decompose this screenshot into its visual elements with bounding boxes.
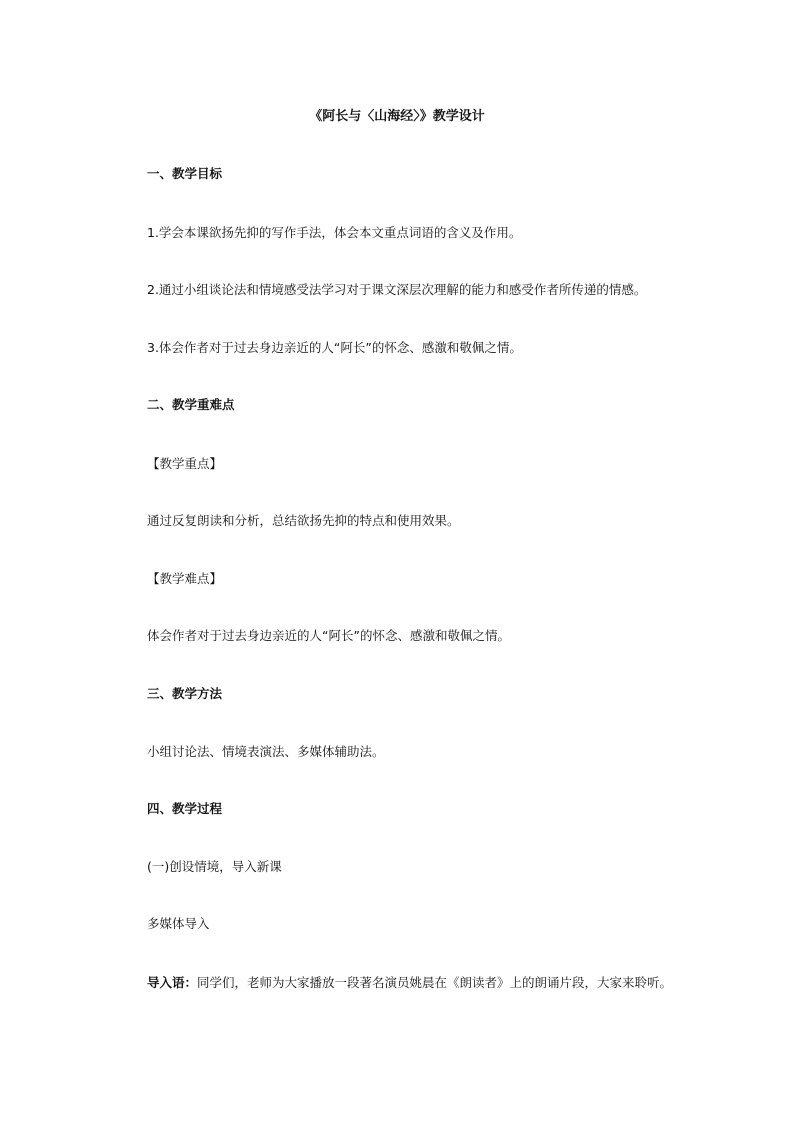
difficulty-text: 体会作者对于过去身边亲近的人“阿长”的怀念、感激和敬佩之情。	[147, 628, 510, 643]
focus-label: 【教学重点】	[147, 456, 223, 471]
document-title: 《阿长与〈山海经〉》教学设计	[309, 109, 485, 124]
process-step-title: (一)创设情境，导入新课	[147, 859, 282, 874]
section-heading-key-points: 二、教学重难点	[147, 397, 235, 412]
intro-text: 同学们，老师为大家播放一段著名演员姚晨在《朗读者》上的朗诵片段，大家来聆听。	[197, 975, 673, 990]
intro-paragraph	[147, 974, 707, 992]
section-heading-methods: 三、教学方法	[147, 686, 223, 701]
section-heading-process: 四、教学过程	[147, 801, 223, 816]
objective-item: 1.学会本课欲扬先抑的写作手法，体会本文重点词语的含义及作用。	[147, 225, 522, 240]
difficulty-label: 【教学难点】	[147, 571, 223, 586]
process-step-subtitle: 多媒体导入	[147, 916, 210, 931]
objective-item: 2.通过小组谈论法和情境感受法学习对于课文深层次理解的能力和感受作者所传递的情感。	[147, 282, 647, 297]
intro-label: 导入语：	[147, 975, 198, 990]
objective-item: 3.体会作者对于过去身边亲近的人“阿长”的怀念、感激和敬佩之情。	[147, 340, 522, 355]
section-heading-objectives: 一、教学目标	[147, 166, 223, 181]
focus-text: 通过反复朗读和分析，总结欲扬先抑的特点和使用效果。	[147, 513, 460, 528]
methods-text: 小组讨论法、情境表演法、多媒体辅助法。	[147, 744, 385, 759]
